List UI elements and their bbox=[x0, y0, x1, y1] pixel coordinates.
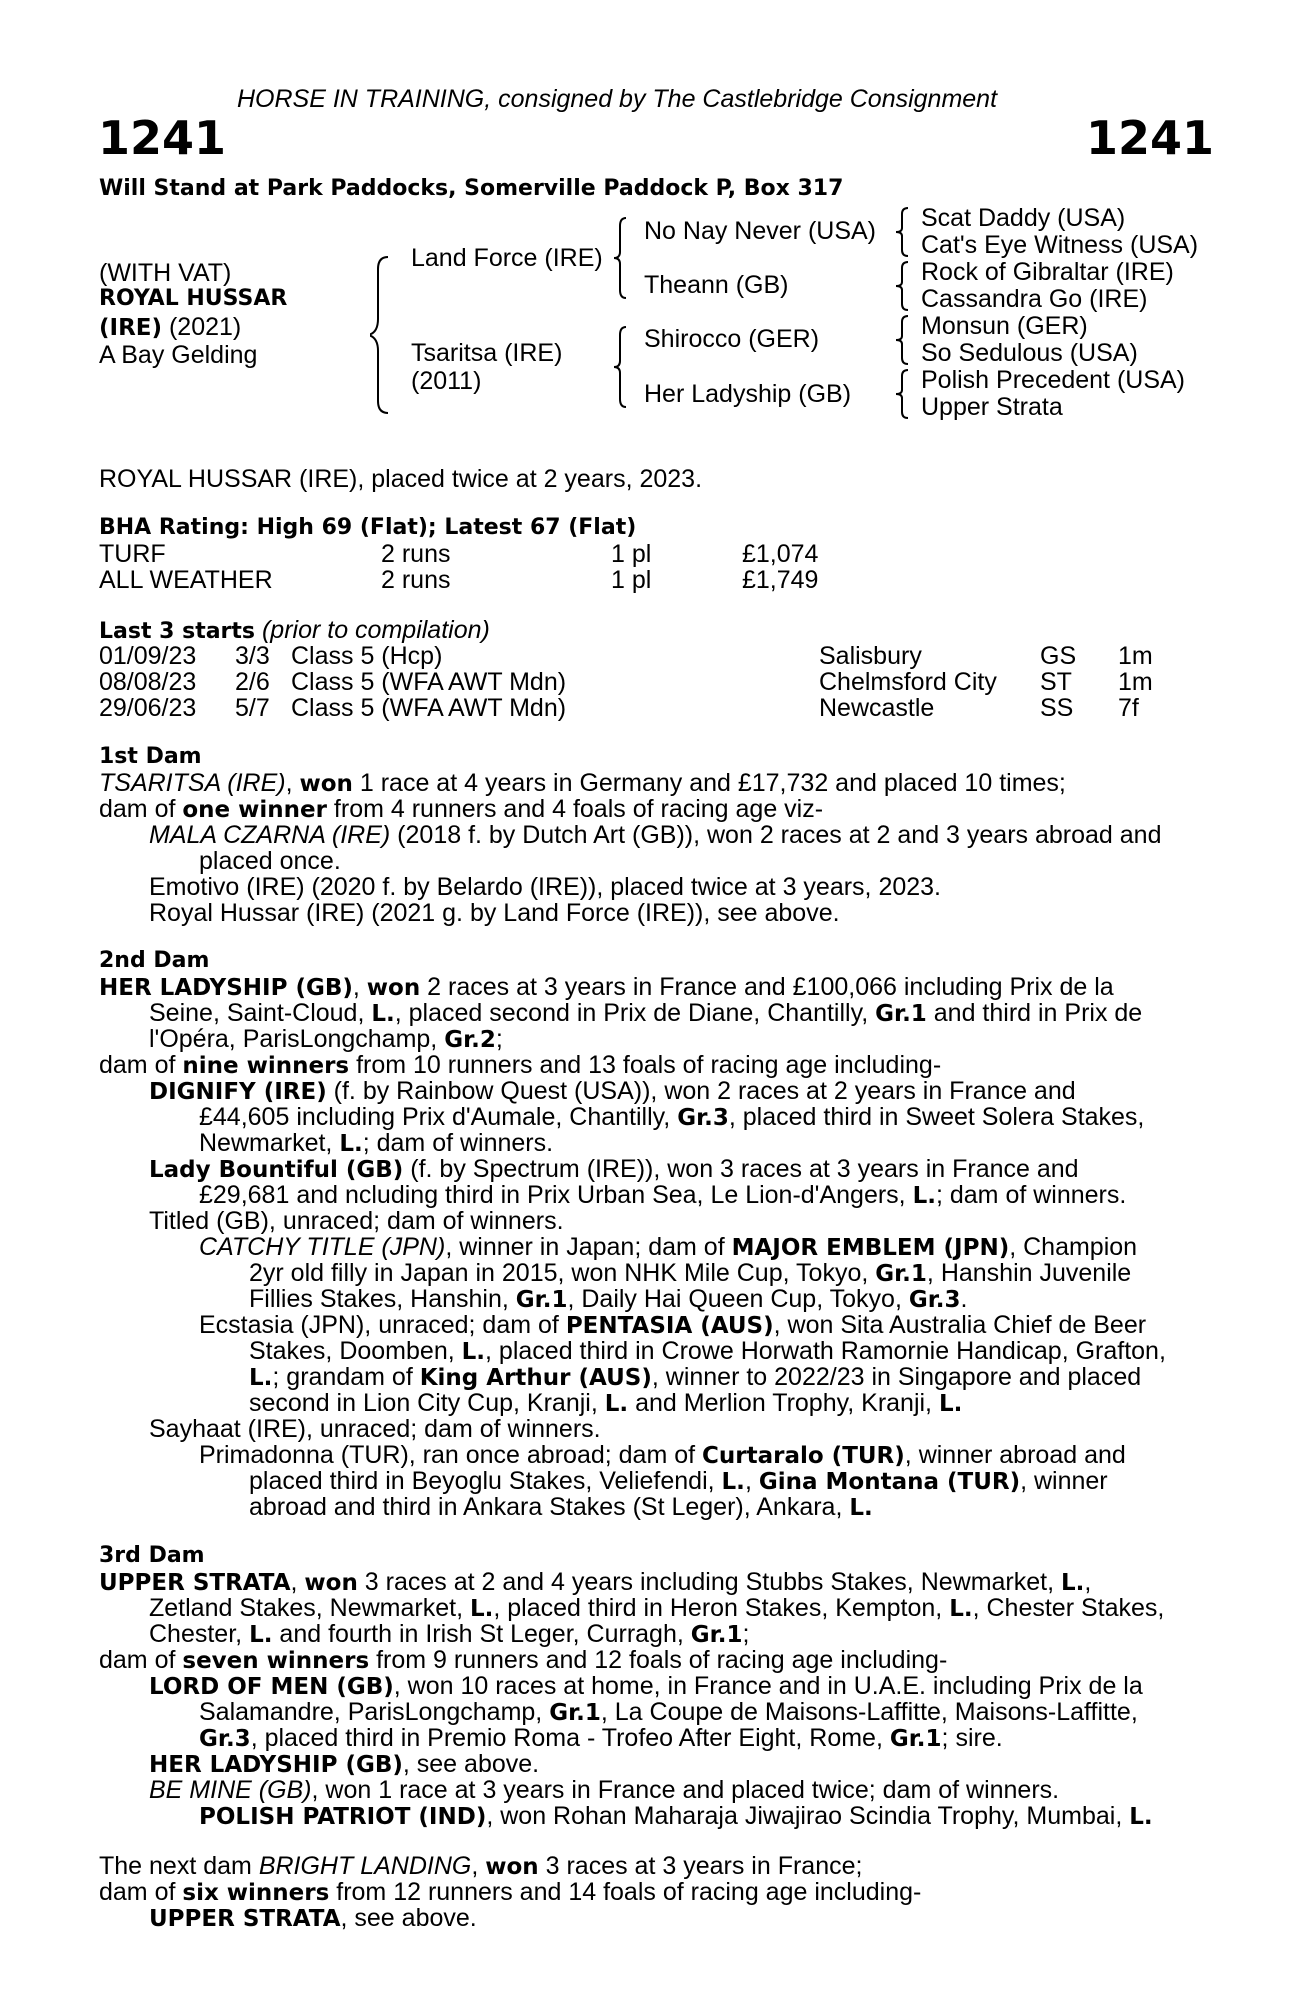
first-dam-line: Emotivo (IRE) (2020 f. by Belardo (IRE)), placed twice at 3 years, 2023. bbox=[149, 873, 942, 901]
text-fragment: Primadonna (TUR), ran once abroad; dam of bbox=[199, 1441, 703, 1469]
start-going: ST bbox=[1040, 668, 1072, 696]
last-starts-title: Last 3 starts bbox=[99, 619, 256, 644]
rating-prize-aw: £1,749 bbox=[742, 566, 819, 594]
text-fragment: . bbox=[960, 1285, 968, 1313]
text-fragment: , won Sita Australia Chief de Beer bbox=[773, 1311, 1147, 1339]
text-fragment: , winner abroad and bbox=[904, 1441, 1126, 1469]
third-dam-line bbox=[199, 1803, 1153, 1830]
text-fragment: 3 races at 2 and 4 years including Stubbs Stakes, Newmarket, bbox=[357, 1568, 1061, 1596]
won-label: won bbox=[485, 1854, 539, 1880]
text-fragment: , winner in Japan; dam of bbox=[445, 1233, 732, 1261]
race-summary: ROYAL HUSSAR (IRE), placed twice at 2 years, 2023. bbox=[99, 465, 703, 493]
start-distance: 7f bbox=[1118, 694, 1139, 722]
text-fragment: , placed third in Heron Stakes, Kempton, bbox=[493, 1594, 950, 1622]
pedigree-sire: Land Force (IRE) bbox=[411, 244, 603, 272]
text-fragment: dam of bbox=[99, 795, 183, 823]
pedigree-dam: Tsaritsa (IRE) bbox=[411, 339, 563, 367]
grade-label: Gr.1 bbox=[889, 1726, 942, 1752]
progeny-name: LORD OF MEN (GB) bbox=[149, 1674, 394, 1700]
text-fragment: l'Opéra, ParisLongchamp, bbox=[149, 1025, 445, 1053]
text-fragment: ; sire. bbox=[941, 1724, 1003, 1752]
winners-count: nine winners bbox=[182, 1053, 350, 1079]
text-fragment: , placed third in Premio Roma - Trofeo After Eight, Rome, bbox=[250, 1724, 890, 1752]
grade-label: Gr.3 bbox=[199, 1726, 251, 1752]
text-fragment: , La Coupe de Maisons-Laffitte, Maisons-Laffitte, bbox=[600, 1698, 1138, 1726]
first-dam-line bbox=[149, 822, 1161, 848]
pedigree-g7: Polish Precedent (USA) bbox=[921, 366, 1186, 394]
lot-number-left: 1241 bbox=[98, 111, 227, 165]
third-dam-line bbox=[99, 1647, 947, 1674]
progeny-name: King Arthur (AUS) bbox=[419, 1365, 652, 1391]
grade-label: L. bbox=[604, 1391, 629, 1417]
start-course: Newcastle bbox=[819, 694, 935, 722]
start-going: SS bbox=[1040, 694, 1074, 722]
progeny-name: DIGNIFY (IRE) bbox=[149, 1079, 327, 1105]
pedigree-g1: Scat Daddy (USA) bbox=[921, 204, 1126, 232]
horse-origin-year bbox=[99, 314, 241, 341]
progeny-name: Lady Bountiful (GB) bbox=[149, 1157, 404, 1183]
progeny-name: Curtaralo (TUR) bbox=[702, 1443, 905, 1469]
dam-name: HER LADYSHIP (GB) bbox=[99, 975, 353, 1001]
start-position: 2/6 bbox=[235, 668, 270, 696]
grade-label: L. bbox=[249, 1365, 273, 1391]
rating-prize-turf: £1,074 bbox=[742, 540, 819, 568]
start-race: Class 5 (WFA AWT Mdn) bbox=[291, 668, 567, 696]
pedigree-brace-main bbox=[370, 255, 400, 415]
text-fragment: and Merlion Trophy, Kranji, bbox=[628, 1389, 939, 1417]
rating-surface-aw: ALL WEATHER bbox=[99, 566, 273, 594]
pedigree-g2: Cat's Eye Witness (USA) bbox=[921, 231, 1199, 259]
text-fragment: , won 1 race at 3 years in France and placed twice; dam of winners. bbox=[311, 1776, 1060, 1804]
second-dam-line bbox=[149, 1000, 1142, 1027]
start-position: 5/7 bbox=[235, 694, 270, 722]
text-fragment: dam of bbox=[99, 1646, 183, 1674]
text-fragment: Newmarket, bbox=[199, 1129, 340, 1157]
third-dam-line bbox=[199, 1725, 1003, 1752]
won-label: won bbox=[299, 771, 353, 797]
pedigree-brace-g4 bbox=[894, 368, 914, 420]
second-dam-heading: 2nd Dam bbox=[99, 948, 210, 973]
bha-rating-heading: BHA Rating: High 69 (Flat); Latest 67 (Flat) bbox=[99, 515, 637, 540]
text-fragment: , Daily Hai Queen Cup, Tokyo, bbox=[567, 1285, 909, 1313]
horse-name: ROYAL HUSSAR bbox=[99, 286, 288, 311]
text-fragment: from 4 runners and 4 foals of racing age viz- bbox=[326, 795, 824, 823]
pedigree-sire-sire: No Nay Never (USA) bbox=[644, 217, 876, 245]
text-fragment: The next dam bbox=[99, 1852, 259, 1880]
start-going: GS bbox=[1040, 642, 1077, 670]
start-date: 01/09/23 bbox=[99, 642, 197, 670]
grade-label: L. bbox=[938, 1391, 963, 1417]
text-fragment: and fourth in Irish St Leger, Curragh, bbox=[272, 1620, 691, 1648]
grade-label: Gr.1 bbox=[515, 1287, 568, 1313]
pedigree-sire-dam: Theann (GB) bbox=[644, 271, 789, 299]
second-dam-line bbox=[99, 974, 1114, 1001]
grade-label: Gr.3 bbox=[908, 1287, 961, 1313]
second-dam-line bbox=[249, 1286, 967, 1313]
second-dam-line bbox=[99, 1052, 941, 1079]
second-dam-line bbox=[199, 1312, 1146, 1339]
text-fragment: 3 races at 3 years in France; bbox=[538, 1852, 863, 1880]
progeny-name: CATCHY TITLE (JPN) bbox=[199, 1233, 446, 1261]
third-dam-line bbox=[149, 1777, 1059, 1803]
dam-name: BRIGHT LANDING bbox=[258, 1852, 472, 1880]
text-fragment: , winner to 2022/23 in Singapore and placed bbox=[651, 1363, 1142, 1391]
text-fragment: ; dam of winners. bbox=[362, 1129, 554, 1157]
grade-label: L. bbox=[1061, 1570, 1085, 1596]
pedigree-g3: Rock of Gibraltar (IRE) bbox=[921, 258, 1174, 286]
grade-label: L. bbox=[249, 1622, 273, 1648]
progeny-name: PENTASIA (AUS) bbox=[565, 1313, 774, 1339]
text-fragment: , bbox=[352, 973, 367, 1001]
second-dam-line bbox=[249, 1390, 962, 1417]
start-distance: 1m bbox=[1118, 668, 1153, 696]
second-dam-line bbox=[199, 1234, 1137, 1261]
text-fragment: Zetland Stakes, Newmarket, bbox=[149, 1594, 470, 1622]
grade-label: L. bbox=[912, 1183, 936, 1209]
third-dam-line bbox=[149, 1621, 749, 1648]
second-dam-line: Sayhaat (IRE), unraced; dam of winners. bbox=[149, 1415, 601, 1443]
text-fragment: dam of bbox=[99, 1051, 183, 1079]
third-dam-line bbox=[199, 1699, 1138, 1726]
first-dam-line: placed once. bbox=[199, 847, 341, 875]
text-fragment: abroad and third in Ankara Stakes (St Leger), Ankara, bbox=[249, 1493, 850, 1521]
first-dam-line bbox=[99, 796, 823, 823]
text-fragment: Ecstasia (JPN), unraced; dam of bbox=[199, 1311, 566, 1339]
grade-label: Gr.1 bbox=[875, 1261, 927, 1287]
text-fragment: ; grandam of bbox=[272, 1363, 420, 1391]
pedigree-g6: So Sedulous (USA) bbox=[921, 339, 1138, 367]
text-fragment: , placed second in Prix de Diane, Chantilly, bbox=[394, 999, 876, 1027]
progeny-name: MALA CZARNA (IRE) bbox=[149, 821, 391, 849]
next-dam-line bbox=[149, 1905, 477, 1932]
grade-label: L. bbox=[469, 1596, 494, 1622]
pedigree-g4: Cassandra Go (IRE) bbox=[921, 285, 1148, 313]
second-dam-line bbox=[149, 1078, 1076, 1105]
text-fragment: from 9 runners and 12 foals of racing age including- bbox=[369, 1646, 948, 1674]
start-course: Salisbury bbox=[819, 642, 922, 670]
progeny-name: MAJOR EMBLEM (JPN) bbox=[731, 1235, 1010, 1261]
start-course: Chelmsford City bbox=[819, 668, 997, 696]
rating-runs-turf: 2 runs bbox=[381, 540, 451, 568]
text-fragment: , bbox=[290, 1568, 305, 1596]
text-fragment: , placed third in Crowe Horwath Ramornie Handicap, Grafton, bbox=[485, 1337, 1166, 1365]
pedigree-brace-sire bbox=[612, 216, 636, 300]
grade-label: Gr.2 bbox=[444, 1027, 496, 1053]
text-fragment: , placed third in Sweet Solera Stakes, bbox=[728, 1103, 1145, 1131]
lot-number-right: 1241 bbox=[1086, 111, 1215, 165]
second-dam-line bbox=[249, 1338, 1166, 1365]
next-dam-line bbox=[99, 1879, 921, 1906]
text-fragment: , Chester Stakes, bbox=[972, 1594, 1165, 1622]
text-fragment: Stakes, Doomben, bbox=[249, 1337, 462, 1365]
text-fragment: Chester, bbox=[149, 1620, 250, 1648]
text-fragment: ; bbox=[742, 1620, 750, 1648]
text-fragment: (f. by Rainbow Quest (USA)), won 2 races at 2 years in France and bbox=[326, 1077, 1076, 1105]
text-fragment: ; dam of winners. bbox=[935, 1181, 1127, 1209]
text-fragment: 1 race at 4 years in Germany and £17,732 and placed 10 times; bbox=[352, 769, 1066, 797]
start-race: Class 5 (WFA AWT Mdn) bbox=[291, 694, 567, 722]
third-dam-line bbox=[149, 1751, 539, 1778]
horse-origin: (IRE) bbox=[99, 315, 163, 341]
text-fragment: from 12 runners and 14 foals of racing age including- bbox=[329, 1878, 922, 1906]
second-dam-line: Titled (GB), unraced; dam of winners. bbox=[149, 1207, 564, 1235]
text-fragment: , won Rohan Maharaja Jiwajirao Scindia Trophy, Mumbai, bbox=[486, 1802, 1130, 1830]
text-fragment: , see above. bbox=[402, 1750, 540, 1778]
text-fragment: , won 10 races at home, in France and in U.A.E. including Prix de la bbox=[393, 1672, 1143, 1700]
second-dam-line bbox=[199, 1182, 1126, 1209]
pedigree-brace-g1 bbox=[894, 206, 914, 258]
text-fragment: , Champion bbox=[1009, 1233, 1138, 1261]
grade-label: L. bbox=[849, 1495, 873, 1521]
text-fragment: £44,605 including Prix d'Aumale, Chantilly, bbox=[199, 1103, 678, 1131]
second-dam-line bbox=[249, 1364, 1141, 1391]
second-dam-line bbox=[199, 1130, 553, 1157]
progeny-name: POLISH PATRIOT (IND) bbox=[199, 1804, 487, 1830]
third-dam-line bbox=[149, 1673, 1143, 1700]
text-fragment: (2018 f. by Dutch Art (GB)), won 2 races at 2 and 3 years abroad and bbox=[390, 821, 1162, 849]
progeny-name: HER LADYSHIP (GB) bbox=[149, 1752, 403, 1778]
pedigree-brace-dam bbox=[612, 325, 636, 409]
rating-runs-aw: 2 runs bbox=[381, 566, 451, 594]
text-fragment: 2yr old filly in Japan in 2015, won NHK Mile Cup, Tokyo, bbox=[249, 1259, 876, 1287]
won-label: won bbox=[304, 1570, 358, 1596]
start-date: 29/06/23 bbox=[99, 694, 197, 722]
second-dam-line bbox=[249, 1494, 873, 1521]
text-fragment: Seine, Saint-Cloud, bbox=[149, 999, 372, 1027]
rating-placed-aw: 1 pl bbox=[611, 566, 652, 594]
text-fragment: , bbox=[744, 1467, 759, 1495]
pedigree-g5: Monsun (GER) bbox=[921, 312, 1088, 340]
text-fragment: placed third in Beyoglu Stakes, Veliefendi, bbox=[249, 1467, 722, 1495]
winners-count: seven winners bbox=[182, 1648, 370, 1674]
winners-count: one winner bbox=[182, 797, 327, 823]
first-dam-heading: 1st Dam bbox=[99, 744, 202, 769]
grade-label: Gr.1 bbox=[549, 1700, 601, 1726]
dam-name: UPPER STRATA bbox=[99, 1570, 291, 1596]
start-race: Class 5 (Hcp) bbox=[291, 642, 443, 670]
pedigree-dam-sire: Shirocco (GER) bbox=[644, 325, 820, 353]
first-dam-line: Royal Hussar (IRE) (2021 g. by Land Force (IRE)), see above. bbox=[149, 899, 840, 927]
vat-note: (WITH VAT) bbox=[99, 259, 232, 287]
grade-label: Gr.1 bbox=[690, 1622, 743, 1648]
grade-label: Gr.3 bbox=[677, 1105, 729, 1131]
text-fragment: , bbox=[1084, 1568, 1092, 1596]
last-starts-heading bbox=[99, 617, 490, 645]
start-position: 3/3 bbox=[235, 642, 270, 670]
pedigree-brace-g3 bbox=[894, 314, 914, 366]
text-fragment: Fillies Stakes, Hanshin, bbox=[249, 1285, 516, 1313]
text-fragment: 2 races at 3 years in France and £100,066 including Prix de la bbox=[420, 973, 1114, 1001]
text-fragment: dam of bbox=[99, 1878, 183, 1906]
pedigree-dam-year: (2011) bbox=[411, 367, 482, 395]
text-fragment: Salamandre, ParisLongchamp, bbox=[199, 1698, 550, 1726]
second-dam-line bbox=[149, 1156, 1079, 1183]
progeny-name: UPPER STRATA bbox=[149, 1906, 341, 1932]
text-fragment: £29,681 and ncluding third in Prix Urban Sea, Le Lion-d'Angers, bbox=[199, 1181, 913, 1209]
consignment-header: HORSE IN TRAINING, consigned by The Castlebridge Consignment bbox=[237, 85, 998, 113]
grade-label: L. bbox=[461, 1339, 486, 1365]
start-distance: 1m bbox=[1118, 642, 1153, 670]
grade-label: L. bbox=[339, 1131, 363, 1157]
text-fragment: second in Lion City Cup, Kranji, bbox=[249, 1389, 605, 1417]
won-label: won bbox=[366, 975, 421, 1001]
second-dam-line bbox=[199, 1442, 1126, 1469]
horse-year: (2021) bbox=[162, 313, 242, 341]
text-fragment: ; bbox=[495, 1025, 503, 1053]
text-fragment: , Hanshin Juvenile bbox=[926, 1259, 1132, 1287]
pedigree-dam-dam: Her Ladyship (GB) bbox=[644, 380, 852, 408]
rating-placed-turf: 1 pl bbox=[611, 540, 652, 568]
pedigree-g8: Upper Strata bbox=[921, 393, 1063, 421]
second-dam-line bbox=[149, 1026, 503, 1053]
third-dam-line bbox=[149, 1595, 1164, 1622]
grade-label: L. bbox=[1129, 1804, 1153, 1830]
progeny-name: Gina Montana (TUR) bbox=[758, 1469, 1021, 1495]
second-dam-line bbox=[249, 1260, 1131, 1287]
first-dam-line bbox=[99, 770, 1066, 797]
rating-surface-turf: TURF bbox=[99, 540, 166, 568]
text-fragment: (f. by Spectrum (IRE)), won 3 races at 3 years in France and bbox=[403, 1155, 1079, 1183]
grade-label: L. bbox=[721, 1469, 745, 1495]
stand-location: Will Stand at Park Paddocks, Somerville Paddock P, Box 317 bbox=[99, 176, 844, 201]
dam-name: TSARITSA (IRE) bbox=[99, 769, 286, 797]
last-starts-note: (prior to compilation) bbox=[255, 616, 490, 644]
winners-count: six winners bbox=[182, 1880, 330, 1906]
text-fragment: , bbox=[285, 769, 300, 797]
text-fragment: from 10 runners and 13 foals of racing age including- bbox=[349, 1051, 942, 1079]
text-fragment: , see above. bbox=[340, 1904, 477, 1932]
horse-description: A Bay Gelding bbox=[99, 341, 258, 369]
text-fragment: and third in Prix de bbox=[926, 999, 1143, 1027]
progeny-name: BE MINE (GB) bbox=[149, 1776, 312, 1804]
grade-label: L. bbox=[371, 1001, 395, 1027]
next-dam-line bbox=[99, 1853, 862, 1880]
grade-label: Gr.1 bbox=[875, 1001, 927, 1027]
third-dam-heading: 3rd Dam bbox=[99, 1543, 205, 1568]
second-dam-line bbox=[249, 1468, 1108, 1495]
text-fragment: , winner bbox=[1020, 1467, 1108, 1495]
third-dam-line bbox=[99, 1569, 1091, 1596]
pedigree-brace-g2 bbox=[894, 260, 914, 312]
second-dam-line bbox=[199, 1104, 1144, 1131]
start-date: 08/08/23 bbox=[99, 668, 197, 696]
grade-label: L. bbox=[949, 1596, 973, 1622]
text-fragment: , bbox=[471, 1852, 486, 1880]
